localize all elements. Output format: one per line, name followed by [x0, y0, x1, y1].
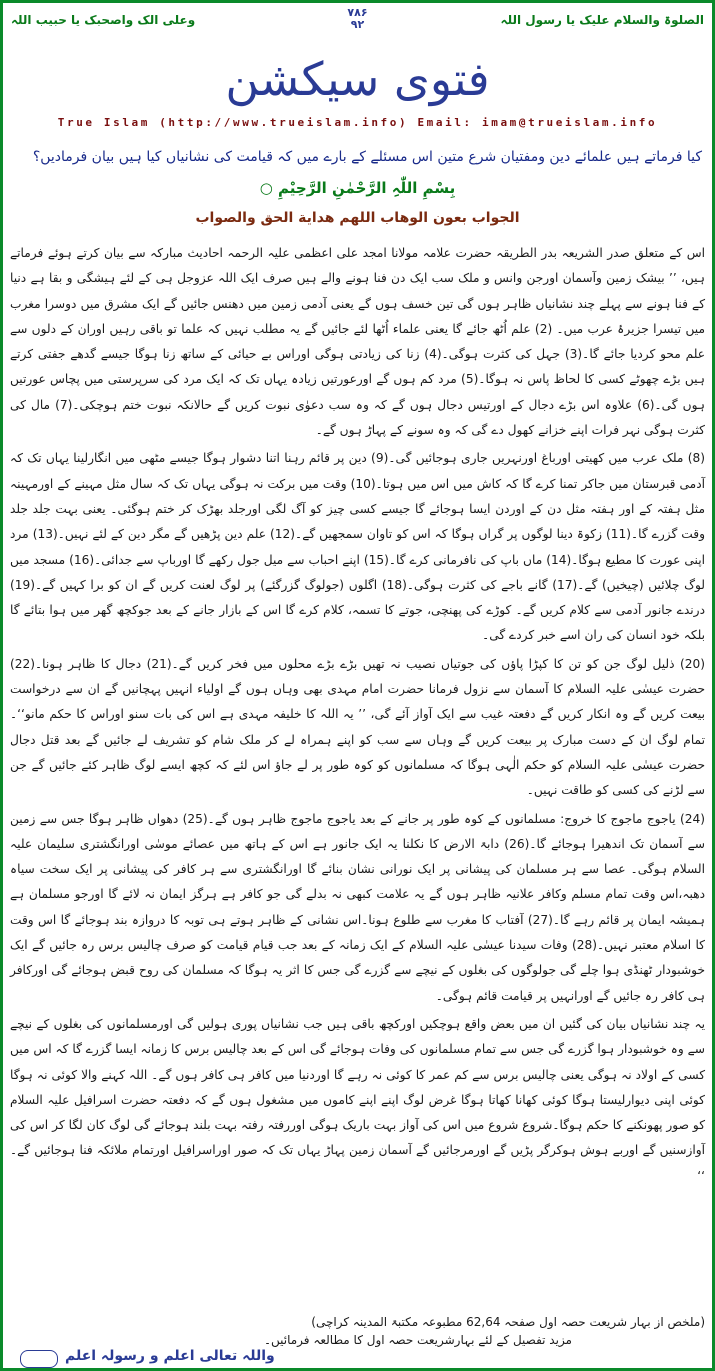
site-line: True Islam (http://www.trueislam.info) Email: imam@trueislam.info: [57, 116, 658, 129]
answer-body: [10, 241, 705, 1281]
paragraph: اس کے متعلق صدر الشریعہ بدر الطریقہ حضرت علامہ مولانا امجد علی اعظمی علیہ الرحمہ احادیث مبارکہ سے بیان کرتے ہوئے فرماتے ہیں، ’’ بیشک زمین وآسمان اورجن وانس و ملک سب ایک دن فنا ہونے والے ہیں صرف ایک اللہ عزوجل ہی کے لئے ہیشگی و بقا ہے دنیا کے فنا ہونے سے پہلے چند نشانیاں ظاہر ہوں گی تین خسف ہوں گے یعنی آدمی زمین میں دھنس جائیں گے ایک مشرق میں دوسرا مغرب میں تیسرا جزیرۂ عرب میں۔ (2) علم اُٹھ جائے گا یعنی علماء اُٹھا لئے جائیں گے یہ مطلب نہیں کہ علما تو باقی رہیں اوران کے دلوں سے علم محو کردیا جائے گا۔(3) جہل کی کثرت ہوگی۔(4) زنا کی زیادتی ہوگی اوراس بے حیائی کے ساتھ زنا ہوگا جیسے گدھے جفتی کرتے ہیں بڑے چھوٹے کسی کا لحاظ پاس نہ ہوگا۔(5) مرد کم ہوں گے اورعورتیں زیادہ یہاں تک کہ ایک مرد کی سرپرستی میں پچاس عورتیں ہوں گی۔(6) علاوہ اس بڑے دجال کے اورتیس دجال ہوں گے کہ وہ سب دعوٰی نبوت کریں گے حالانکہ نبوت ختم ہوچکی۔(7) مال کی کثرت ہوگی نہر فرات اپنے خزانے کھول دے گی کہ وہ سونے کے پہاڑ ہوں گے۔: [10, 246, 706, 438]
question-text: کیا فرماتے ہیں علمائے دین ومفتیان شرع متین اس مسئلے کے بارے میں کہ قیامت کی نشانیاں کیا ہیں بیان فرمادیں؟: [32, 149, 702, 165]
closing-formula: واللہ تعالی اعلم و رسولہ اعلم: [65, 1348, 275, 1364]
more-detail-note: مزید تفصیل کے لئے بہارشریعت حصہ اول کا مطالعہ فرمائیں۔: [263, 1333, 572, 1347]
bismillah: بِسْمِ اللّٰہِ الرَّحْمٰنِ الرَّحِیْمِ ○: [259, 179, 456, 197]
page-title: فتوی سیکشن: [225, 52, 490, 106]
number-top: ۷۸۶: [347, 6, 368, 19]
paragraph: (24) یاجوج ماجوج کا خروج: مسلمانوں کے کوہ طور پر جانے کے بعد یاجوج ماجوج ظاہر ہوں گے۔(25) دھواں ظاہر ہوگا جس سے زمین سے آسمان تک اندھیرا ہوجائے گا۔(26) دابۃ الارض کا نکلنا یہ ایک جانور ہے اس کے ہاتھ میں عصائے موسٰی اورانگشتری سلیمان علیہ السلام ہوگی۔ عصا سے ہر مسلمان کی پیشانی پر ایک نورانی نشان بنائے گا اورانگشتری سے ہر کافر کی پیشانی پر ایک سخت سیاہ دھبہ،اس وقت تمام مسلم وکافر علانیہ ظاہر ہوں گے یہ علامت کبھی نہ بدلے گی جو کافر ہے ہرگز ایمان نہ لائے گا اورجو مسلمان ہے ہمیشہ ایمان پر قائم رہے گا۔(27) آفتاب کا مغرب سے طلوع ہونا۔اس نشانی کے ظاہر ہوتے ہی توبہ کا دروازہ بند ہوجائے گا اس وقت کا اسلام معتبر نہیں۔(28) وفات سیدنا عیسٰی علیہ السلام کے ایک زمانہ کے بعد جب قیام قیامت کو صرف چالیس برس رہ جائیں گے ایک خوشبودار ٹھنڈی ہوا چلے گی جولوگوں کی بغلوں کے نیچے سے گزرے گی جس کا اثر یہ ہوگا کہ مسلمان کی روح قبض ہوجائے گی اورکافر ہی کافر رہ جائیں گے اورانہیں پر قیامت قائم ہوگی۔: [10, 811, 706, 1003]
paragraph: یہ چند نشانیاں بیان کی گئیں ان میں بعض واقع ہوچکیں اورکچھ باقی ہیں جب نشانیاں پوری ہولیں گی اورمسلمانوں کی بغلوں کے نیچے سے وہ خوشبودار ہوا گزرے گی جس سے تمام مسلمانوں کی وفات ہوجائے گی اس کے بعد چالیس برس کا زمانہ ایسا گزرے گا کہ اس میں کسی کے اولاد نہ ہوگی یعنی چالیس برس سے کم عمر کا کوئی نہ رہے گا اوردنیا میں کافر ہی کافر ہوں گے۔ اللہ کہنے والا کوئی نہ ہوگا کوئی اپنی دیوارلیستا ہوگا کوئی کھانا کھاتا ہوگا غرض لوگ اپنے اپنے کاموں میں مشغول ہوں گے کہ دفعتہ حضرت اسرافیل علیہ السلام کو صور پھونکنے کا حکم ہوگا۔شروع شروع میں اس کی آواز بہت باریک ہوگی اوررفتہ رفتہ بہت بلند ہوجائے گی لوگ کان لگا کر اس کی آوازسنیں گے اوربے ہوش ہوکرگر پڑیں گے اورمرجائیں گے آسمان زمین پہاڑ یہاں تک کہ صور اوراسرافیل اورتمام ملائکہ فنا ہوجائیں گے۔ ‘‘: [10, 1016, 705, 1183]
salam-right: الصلوۃ والسلام علیک یا رسول اللہ: [500, 13, 704, 27]
paragraph: (8) ملک عرب میں کھیتی اورباغ اورنہریں جاری ہوجائیں گی۔(9) دین پر قائم رہنا اتنا دشوار ہوگا جیسے مٹھی میں انگارلینا یہاں تک کہ آدمی قبرستان میں جاکر تمنا کرے گا کہ کاش میں اس میں ہوتا۔(10) وقت میں برکت نہ ہوگی یہاں تک کہ سال مثل مہینے کے اورمہینہ مثل ہفتہ کے اور ہفتہ مثل دن کے اوردن ایسا ہوجائے گا جیسے کسی چیز کو آگ لگی اورجلد بھڑک کر ختم ہوگئی۔ یعنی بہت جلد جلد وقت گزرے گا۔(11) زکوۃ دینا لوگوں پر گراں ہوگا کہ اس کو تاوان سمجھیں گے۔(12) علم دین پڑھیں گے مگر دین کے لئے نہیں۔(13) مرد اپنی عورت کا مطیع ہوگا۔(14) ماں باپ کی نافرمانی کرے گا۔(15) اپنے احباب سے میل جول رکھے گا اورباپ سے جدائی۔(16) مسجد میں لوگ چلائیں (چیخیں) گے۔(17) گانے باجے کی کثرت ہوگی۔(18) اگلوں (جولوگ گزرگئے) پر لوگ لعنت کریں گے ان کو برا کہیں گے۔(19) درندے جانور آدمی سے کلام کریں گے۔ کوڑے کی پھنچی، جوتے کا تسمہ، کلام کرے گا اس کے بازار جانے کے بعد جوکچھ گھر میں ہوا بتائے گا بلکہ خود انسان کی ران اسے خبر کردے گی۔: [10, 451, 706, 643]
paragraph: (20) ذلیل لوگ جن کو تن کا کپڑا پاؤں کی جوتیاں نصیب نہ تھیں بڑے بڑے محلوں میں فخر کریں گے۔(21) دجال کا ظاہر ہونا۔(22) حضرت عیسٰی علیہ السلام کا آسمان سے نزول فرمانا حضرت امام مہدی بھی وہاں ہوں گے اولیاء انہیں پہچانیں گے ان سے درخواست بیعت کریں گے وہ انکار کریں گے دفعتہ غیب سے ایک آواز آئے گی، ’’ یہ اللہ کا خلیفہ مہدی ہے اس کی بات سنو اوراس کا حکم مانو‘‘۔ تمام لوگ ان کے دست مبارک پر بیعت کریں گے وہاں سے سب کو اپنے ہمراہ لے کر ملک شام کو تشریف لے جائیں گے بعد قتل دجال حضرت عیسٰی علیہ السلام کو حکم الٰہی ہوگا کہ مسلمانوں کو کوہ طور پر لے جاؤ اس لئے کہ کچھ ایسے لوگ ظاہر کئے جائیں گے جن سے لڑنے کی کسی کو طاقت نہیں۔: [10, 656, 705, 798]
source-reference: (ملخص از بہار شریعت حصہ اول صفحہ 62,64 مطبوعہ مکتبۃ المدینہ کراچی): [311, 1315, 705, 1329]
salam-left: وعلی الک واصحبک یا حبیب اللہ: [11, 13, 196, 27]
footer: [10, 1348, 705, 1370]
answer-heading: الجواب بعون الوهاب اللهم هداية الحق والصواب: [195, 210, 520, 226]
number-bottom: ۹۲: [350, 18, 365, 31]
header: [11, 7, 704, 47]
seal-icon: [20, 1350, 58, 1368]
